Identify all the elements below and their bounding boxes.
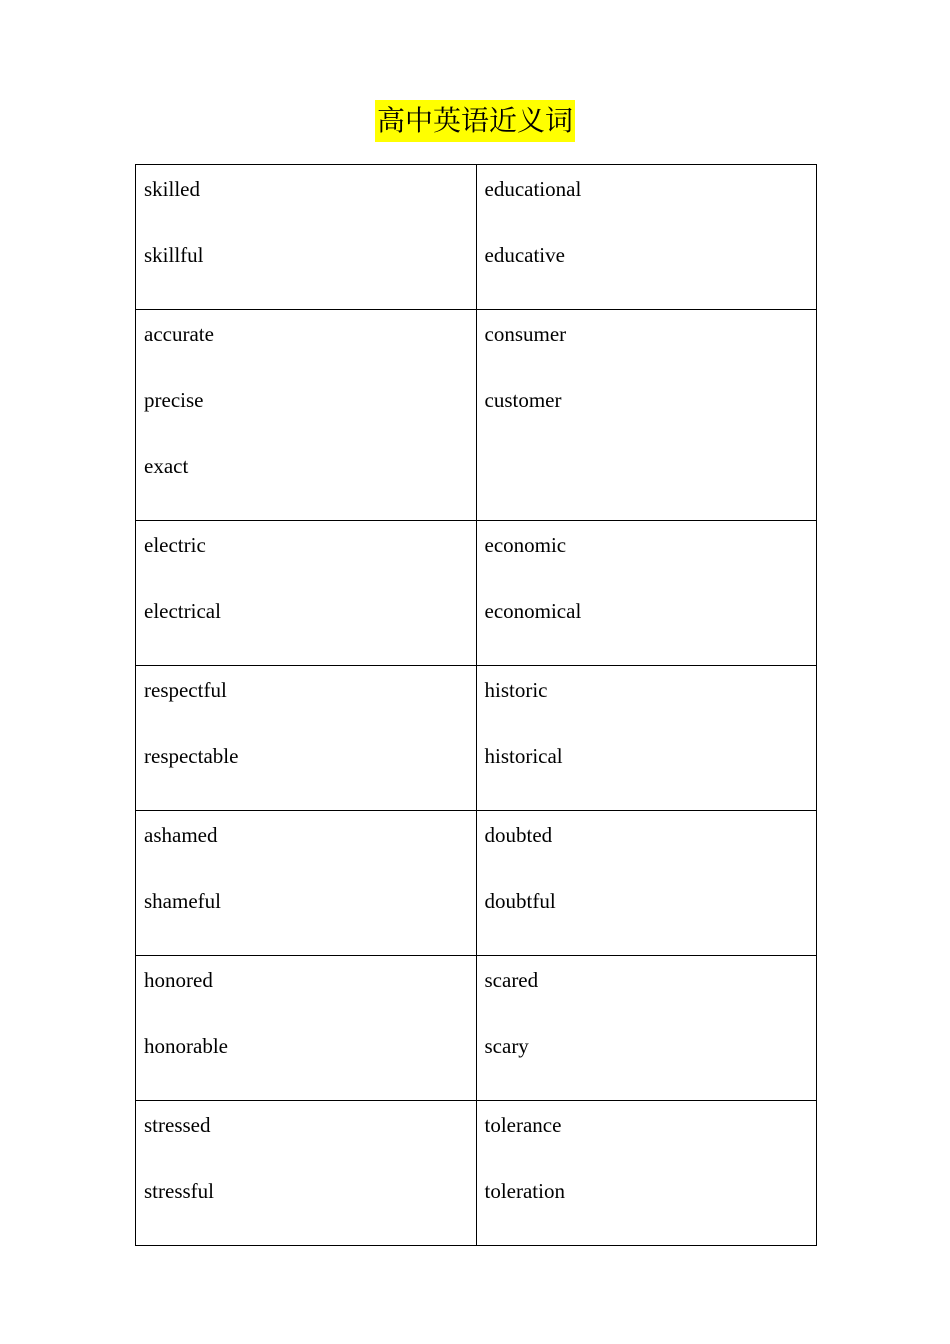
word: precise: [144, 388, 204, 412]
table-cell-right: [476, 165, 817, 310]
word: educative: [484, 243, 565, 267]
word: educational: [484, 177, 582, 201]
word: exact: [144, 454, 189, 478]
word: stressful: [144, 1179, 214, 1203]
table-row: [136, 956, 817, 1101]
table-cell-left: [136, 1101, 477, 1246]
word: accurate: [144, 322, 214, 346]
word: economical: [484, 599, 582, 623]
word: honored: [144, 968, 213, 992]
word: toleration: [484, 1179, 565, 1203]
table-row: [136, 666, 817, 811]
table-cell-right: [476, 310, 817, 521]
table-cell-right: [476, 1101, 817, 1246]
table-row: [136, 165, 817, 310]
table-cell-left: [136, 165, 477, 310]
word: honorable: [144, 1034, 228, 1058]
synonyms-table: [135, 164, 817, 1246]
word: electrical: [144, 599, 221, 623]
table-cell-right: [476, 811, 817, 956]
table-row: [136, 811, 817, 956]
word: customer: [484, 388, 562, 412]
table-cell-left: [136, 666, 477, 811]
table-row: [136, 521, 817, 666]
table-row: [136, 1101, 817, 1246]
page-title: 高中英语近义词: [375, 100, 575, 142]
table-cell-left: [136, 310, 477, 521]
word: skillful: [144, 243, 204, 267]
table-cell-left: [136, 521, 477, 666]
word: scary: [484, 1034, 529, 1058]
word: doubtful: [484, 889, 556, 913]
word: historical: [484, 744, 563, 768]
table-cell-right: [476, 956, 817, 1101]
word: skilled: [144, 177, 200, 201]
word: consumer: [484, 322, 567, 346]
title-container: [0, 100, 950, 142]
word: scared: [484, 968, 539, 992]
word: respectful: [144, 678, 227, 702]
table-cell-left: [136, 811, 477, 956]
word: respectable: [144, 744, 239, 768]
word: historic: [484, 678, 548, 702]
table-row: [136, 310, 817, 521]
table-cell-right: [476, 666, 817, 811]
table-cell-right: [476, 521, 817, 666]
word: tolerance: [484, 1113, 562, 1137]
word: doubted: [484, 823, 553, 847]
word: shameful: [144, 889, 221, 913]
word: electric: [144, 533, 206, 557]
table-cell-left: [136, 956, 477, 1101]
word: economic: [484, 533, 567, 557]
word: ashamed: [144, 823, 218, 847]
word: stressed: [144, 1113, 211, 1137]
